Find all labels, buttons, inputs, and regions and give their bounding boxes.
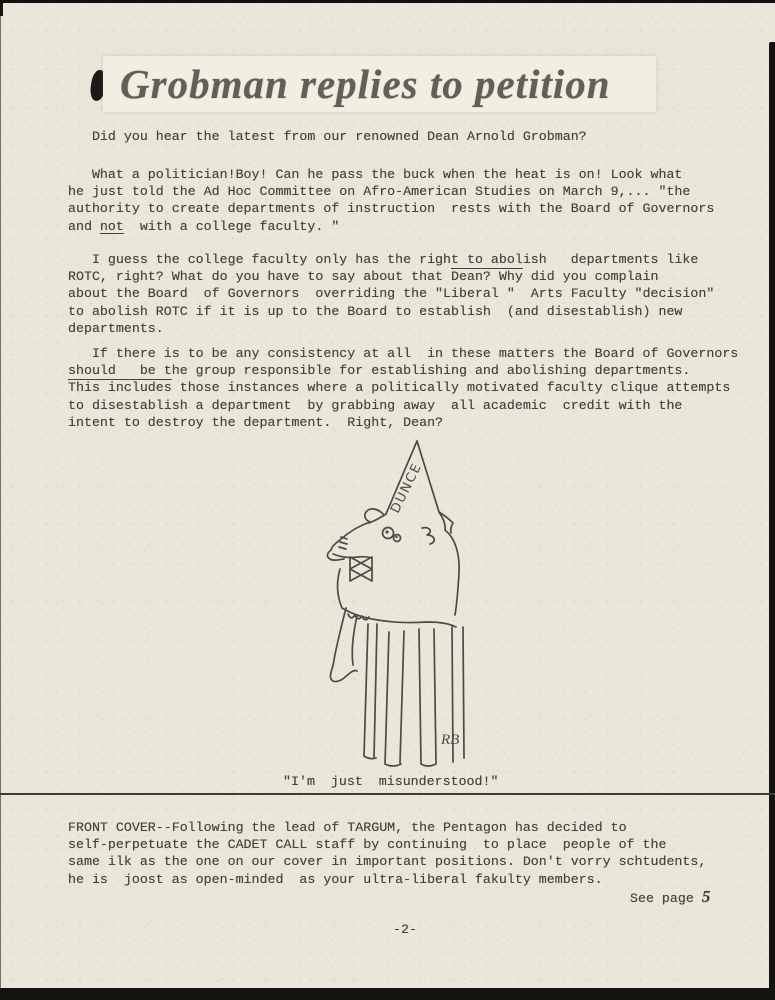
- text-line: Did you hear the latest from our renowned Dean Arnold Grobman?: [68, 129, 587, 144]
- text-line: If there is to be any consistency at all in these matters the Board of Governors: [68, 346, 739, 361]
- paragraph: [68, 251, 714, 337]
- paragraph: [68, 128, 587, 145]
- text-line: What a politician!Boy! Can he pass the buck when the heat is on! Look what: [68, 167, 683, 182]
- text-line: authority to create departments of instruction rests with the Board of Governors: [68, 201, 715, 217]
- text-line: I guess the college faculty only has the right to abolish departments like: [68, 252, 699, 267]
- text-line: self-perpetuate the CADET CALL staff by continuing to place people of the: [68, 837, 667, 853]
- paragraph: [68, 166, 714, 235]
- text-line: same ilk as the one on our cover in important positions. Don't vorry schtudents,: [68, 854, 707, 870]
- text-line: to disestablish a department by grabbing away all academic credit with the: [68, 397, 683, 413]
- front-cover-note: [68, 819, 706, 888]
- text-line: This includes those instances where a politically motivated faculty clique attempts: [68, 380, 731, 396]
- page-title: Grobman replies to petition: [120, 61, 611, 107]
- text-line: about the Board of Governors overriding the "Liberal " Arts Faculty "decision": [68, 286, 715, 302]
- text-line: he just told the Ad Hoc Committee on Afro-American Studies on March 9,... "the: [68, 184, 691, 200]
- text-line: ROTC, right? What do you have to say about that Dean? Why did you complain: [68, 269, 659, 285]
- see-page-label: See page: [630, 891, 702, 906]
- text-line: to abolish ROTC if it is up to the Board to establish (and disestablish) new: [68, 303, 683, 319]
- text-line: intent to destroy the department. Right, Dean?: [68, 414, 444, 430]
- text-line: should be the group responsible for establishing and abolishing departments.: [68, 363, 691, 379]
- see-page-reference: [630, 888, 710, 907]
- dunce-cap-drawing: [369, 441, 453, 533]
- horizontal-rule: [0, 793, 775, 795]
- page-number: -2-: [393, 922, 417, 937]
- dunce-cap-label: DUNCE: [388, 460, 426, 516]
- text-line: FRONT COVER--Following the lead of TARGUM, the Pentagon has decided to: [68, 820, 627, 835]
- text-line: and not with a college faculty. ": [68, 218, 340, 234]
- creature-head-drawing: [327, 509, 400, 581]
- dunce-cartoon-illustration: [300, 438, 480, 778]
- text-line: he is joost as open-minded as your ultra-liberal fakulty members.: [68, 871, 603, 887]
- creature-body-drawing: [330, 512, 459, 682]
- text-line: departments.: [68, 320, 164, 336]
- see-page-number: 5: [701, 887, 711, 906]
- paragraph: [68, 345, 738, 431]
- artist-signature: RB: [441, 732, 460, 748]
- cartoon-caption: "I'm just misunderstood!": [283, 774, 499, 789]
